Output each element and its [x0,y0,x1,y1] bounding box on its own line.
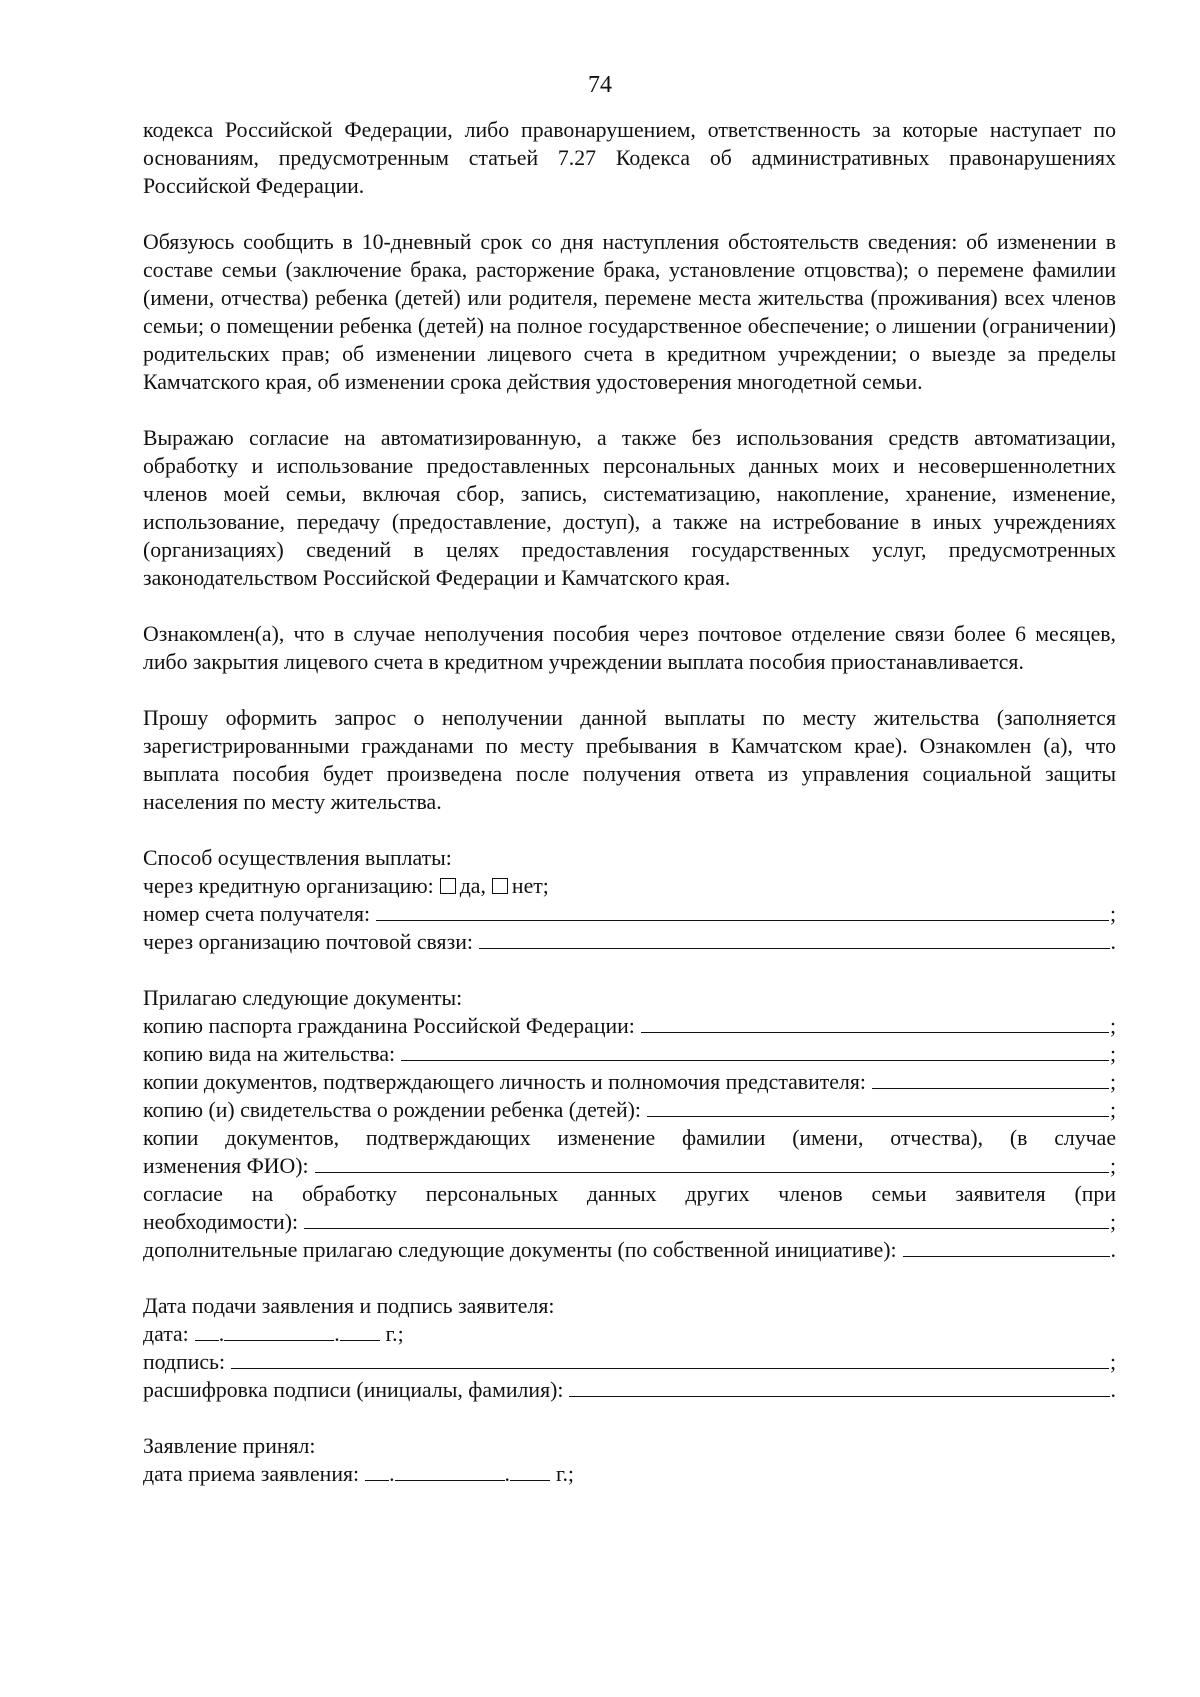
payment-heading: Способ осуществления выплаты: [143,846,452,870]
accept-date-row [143,1460,1116,1488]
documents-section [143,984,1116,1264]
paragraph-consent: Выражаю согласие на автоматизированную, а также без использования средств автоматизации, обработку и использование предоставленных персональных данных моих и несовершеннолетних членов моей семьи, включая сбор, запись, систематизацию, накопление, хранение, изменение, использование, передачу (предоставление, доступ), а также на истребование в иных учреждениях (организациях) сведений в целях предоставления государственных услуг, предусмотренных законодательством Российской Федерации и Камчатского края. [143,426,1116,590]
credit-org-row [143,872,1116,900]
postal-org-label: через организацию почтовой связи: [143,930,473,954]
signature-row [143,1348,1116,1376]
paragraph-obligation: Обязуюсь сообщить в 10-дневный срок со дня наступления обстоятельств сведения: об изменении в составе семьи (заключение брака, расторжение брака, установление отцовства); о перемене фамилии (имени, отчества) ребенка (детей) или родителя, перемене места жительства (проживания) всех членов семьи; о помещении ребенка (детей) на полное государственное обеспечение; о лишении (ограничении) родительских прав; об изменении лицевого счета в кредитном учреждении; о выезде за пределы Камчатского края, об изменении срока действия удостоверения многодетной семьи. [143,230,1116,394]
submit-year-suffix: г.; [385,1322,404,1346]
account-number-end: ; [1109,902,1116,926]
decode-label: расшифровка подписи (инициалы, фамилия): [143,1378,564,1402]
name-change-label-2: изменения ФИО): [143,1154,309,1178]
birth-cert-label: копию (и) свидетельства о рождении ребенка (детей): [143,1098,641,1122]
payment-method-section [143,844,1116,956]
signature-label: подпись: [143,1350,226,1374]
name-change-label-1: копии документов, подтверждающих изменение фамилии (имени, отчества), (в случае [143,1126,1116,1150]
postal-org-field[interactable] [479,928,1110,949]
paragraph-request: Прошу оформить запрос о неполучении данной выплаты по месту жительства (заполняется зарегистрированными гражданами по месту пребывания в Камчатском крае). Ознакомлен (а), что выплата пособия будет произведена после получения ответа из управления социальной защиты населения по месту жительства. [143,706,1116,814]
submit-date-row [143,1320,1116,1348]
birth-cert-end: ; [1109,1098,1116,1122]
representative-end: ; [1109,1070,1116,1094]
postal-org-end: . [1110,930,1116,954]
residence-end: ; [1109,1042,1116,1066]
representative-field[interactable] [872,1068,1109,1089]
submit-day-field[interactable] [195,1320,219,1341]
accepted-heading: Заявление принял: [143,1434,316,1458]
signature-section [143,1292,1116,1404]
consent-row-2 [143,1208,1116,1236]
passport-field[interactable] [641,1012,1109,1033]
signature-end: ; [1109,1350,1116,1374]
representative-label: копии документов, подтверждающего личность и полномочия представителя: [143,1070,866,1094]
consent-row-1 [143,1180,1116,1208]
decode-field[interactable] [569,1376,1109,1397]
account-number-row [143,900,1116,928]
submit-date-label: дата: [143,1322,189,1346]
accept-day-field[interactable] [365,1460,389,1481]
submit-month-field[interactable] [224,1320,334,1341]
name-change-row-1 [143,1124,1116,1152]
accept-year-suffix: г.; [555,1462,574,1486]
option-yes-label: да, [459,874,486,898]
representative-row [143,1068,1116,1096]
residence-label: копию вида на жительства: [143,1042,396,1066]
date-dot: . [389,1462,395,1486]
name-change-field[interactable] [315,1152,1109,1173]
accept-year-field[interactable] [510,1460,550,1481]
signature-field[interactable] [231,1348,1109,1369]
date-dot: . [218,1322,225,1346]
additional-field[interactable] [903,1236,1110,1257]
additional-end: . [1110,1238,1116,1262]
submit-year-field[interactable] [340,1320,380,1341]
accept-date-label: дата приема заявления: [143,1462,360,1486]
name-change-end: ; [1109,1154,1116,1178]
page-number: 74 [588,72,612,98]
signature-heading: Дата подачи заявления и подпись заявителя: [143,1294,555,1318]
decode-row [143,1376,1116,1404]
additional-label: дополнительные прилагаю следующие документы (по собственной инициативе): [143,1238,897,1262]
date-dot: . [334,1322,340,1346]
consent-field[interactable] [304,1208,1109,1229]
passport-end: ; [1109,1014,1116,1038]
paragraph-liability: кодекса Российской Федерации, либо правонарушением, ответственность за которые наступает по основаниям, предусмотренным статьей 7.27 Кодекса об административных правонарушениях Российской Федерации. [143,118,1116,198]
postal-org-row [143,928,1116,956]
checkbox-yes[interactable] [440,878,456,894]
credit-org-label: через кредитную организацию: [143,874,434,898]
accept-month-field[interactable] [395,1460,505,1481]
consent-label-2: необходимости): [143,1210,299,1234]
birth-cert-row [143,1096,1116,1124]
passport-row [143,1012,1116,1040]
document-body [143,116,1116,1516]
consent-label-1: согласие на обработку персональных данных других членов семьи заявителя (при [143,1182,1116,1206]
decode-end: . [1110,1378,1116,1402]
additional-row [143,1236,1116,1264]
documents-heading: Прилагаю следующие документы: [143,986,463,1010]
consent-end: ; [1109,1210,1116,1234]
option-no-label: нет; [511,874,549,898]
checkbox-no[interactable] [492,878,508,894]
residence-field[interactable] [401,1040,1109,1061]
date-dot: . [504,1462,510,1486]
passport-label: копию паспорта гражданина Российской Федерации: [143,1014,635,1038]
account-number-label: номер счета получателя: [143,902,371,926]
residence-row [143,1040,1116,1068]
paragraph-acknowledgement: Ознакомлен(а), что в случае неполучения пособия через почтовое отделение связи более 6 месяцев, либо закрытия лицевого счета в кредитном учреждении выплата пособия приостанавливается. [143,622,1116,674]
birth-cert-field[interactable] [647,1096,1109,1117]
account-number-field[interactable] [376,900,1109,921]
accepted-section [143,1432,1116,1488]
name-change-row-2 [143,1152,1116,1180]
